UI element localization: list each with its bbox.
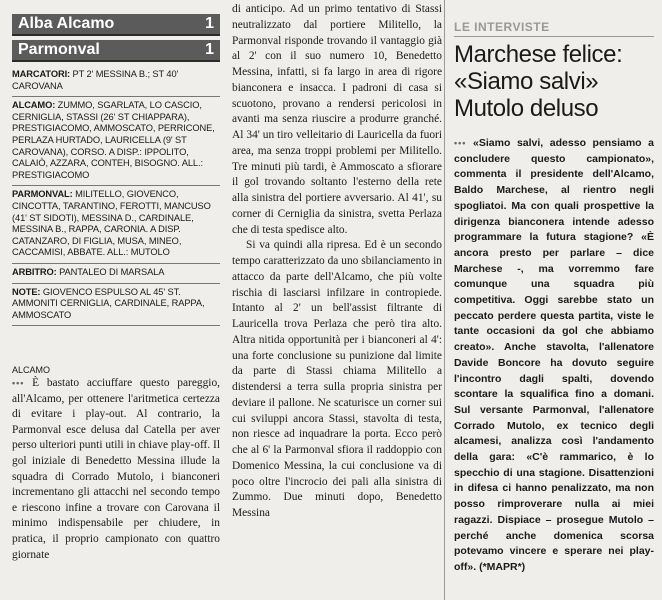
- match-notes: NOTE: GIOVENCO ESPULSO AL 45' ST. AMMONITI CERNIGLIA, CARDINALE, RAPPA, AMMOSCATO: [12, 284, 220, 327]
- alcamo-lineup: ALCAMO: ZUMMO, SGARLATA, LO CASCIO, CERNIGLIA, STASSI (26' ST CHIAPPARA), PRESTIGIACOMO, AMMOSCATO, PERRICONE, PERLAZA HURTADO, LAURICELLA (9' ST CAROVANA), CORSO. A DISP.: IPPOLITO, CALAIÒ, AZZARA, CONTEH, BISOGNO. ALL.: PRESTIGIACOMO: [12, 97, 220, 186]
- article-lead: [12, 364, 220, 563]
- dateline: ALCAMO: [12, 365, 51, 375]
- parmonval-lineup: PARMONVAL: MILITELLO, GIOVENCO, CINCOTTA, TARANTINO, FEROTTI, MANCUSO (41' ST SIDOTI), MESSINA D., CARDINALE, MESSINA B., RAPPA, CARONIA. A DISP. CATANZARO, DI FIGLIA, MUSA, MINEO, CACCAMISI, ABBATE. ALL.: MUTOLO: [12, 186, 220, 264]
- home-team-row: [12, 14, 220, 36]
- bullet-marker: •••: [12, 378, 25, 388]
- interview-headline: Marchese felice: «Siamo salvi» Mutolo deluso: [454, 41, 623, 122]
- article-paragraph: Si va quindi alla ripresa. Ed è un secondo tempo caratterizzato da uno sbilanciamento in attacco da parte dell'Alcamo, che più volte rischia di lasciarsi infilzare in contropiede. Intanto al 2' un bell'assist filtrante di Lauricella trova Perlaza che però tira alto. Altra nitida opportunità per i bianconeri al 4': una forte conclusione su punizione dal limite da parte di Stassi chiama Militello a distendersi a terra sulla propria sinistra per deviare il pallone. Ne scaturisce un corner sui cui sviluppi ancora Stassi, stavolta di testa, non riesce ad inquadrare la porta. Ecco però che al 6' la Parmonval sfiora il raddoppio con Domenico Messina, la cui conclusione va di poco oltre l'incrocio dei pali alla sinistra di Zummo. Due minuti dopo, Benedetto Messina: [232, 239, 442, 519]
- away-team-row: [12, 40, 220, 62]
- article-body: [232, 2, 442, 522]
- home-team-score: 1: [205, 15, 214, 32]
- column-divider: [444, 0, 445, 600]
- article-paragraph: di anticipo. Ad un primo tentativo di Stassi neutralizzato dal portiere Militello, la Parmonval risponde trovando il vantaggio già al 2' con il suo numero 10, Benedetto Messina, infatti, si fa largo in area di rigore bianconera e insacca. I padroni di casa si scuotono, provano a rendersi pericolosi in avanti ma senza riuscire a produrre granché. Al 34' un tiro velleitario di Lauricella da fuori area, ma senza troppi problemi per Militello. Tre minuti più tardi, è Ammoscato a sfiorare il gol trovando soltanto l'esterno della rete alla sinistra del portiere avversario. Al 41', su corner di Cerniglia da sinistra, svetta Perlaza che di testa spedisce alto.: [232, 3, 442, 236]
- away-team-score: 1: [205, 41, 214, 58]
- away-team-name: Parmonval: [18, 41, 100, 58]
- interview-column: [454, 20, 654, 576]
- home-team-name: Alba Alcamo: [18, 15, 115, 32]
- interview-text: «Siamo salvi, adesso pensiamo a concludere questo campionato», commenta il presidente dell'Alcamo, Baldo Marchese, al rientro negli spogliatoi. Ma con quali prospettive la dirigenza bianconera intende adesso programmare la futura stagione? «È ancora presto per parlare – dice Marchese -, ma vorremmo fare comunque una squadra più competitiva. Oggi sarebbe stato un peccato perdere questa partita, viste le tante occasioni da gol che abbiamo creato». Anche stavolta, l'allenatore Davide Boncore ha dovuto seguire l'incontro dagli spalti, dovendo scontare la squalifica fino a domani. Sul versante Parmonval, l'allenatore Corrado Mutolo, ex tecnico degli alcamesi, analizza così l'andamento della gara: «C'è rammarico, è lo specchio di una stagione. Disattenzioni in difesa ci hanno penalizzato, ma non posso rimproverare nulla ai miei ragazzi. Dispiace – prosegue Mutolo – perché anche domenica scorsa potevamo vincere e sperare nei play-off». (*MAPR*): [454, 137, 654, 573]
- referee-info: ARBITRO: PANTALEO DI MARSALA: [12, 264, 220, 284]
- scorers-info: MARCATORI: PT 2' MESSINA B.; ST 40' CAROVANA: [12, 66, 220, 97]
- section-label: LE INTERVISTE: [454, 20, 654, 37]
- bullet-marker: •••: [454, 138, 467, 148]
- match-scorebox: [12, 14, 220, 326]
- interview-body: [454, 136, 654, 576]
- article-lead-text: È bastato acciuffare questo pareggio, all'Alcamo, per ottenere l'aritmetica certezza di evitare i play-out. Al contrario, la Parmonval esce delusa dal Catella per aver perso ulteriori punti utili in chiave play-off. Il gol iniziale di Benedetto Messina illude la squadra di Corrado Mutolo, i bianconeri incrementano gli attacchi nel secondo tempo e riescono infine a trovare con Carovana il minimo indispensabile per chiudere, in pratica, il proprio campionato con quattro giornate: [12, 377, 220, 561]
